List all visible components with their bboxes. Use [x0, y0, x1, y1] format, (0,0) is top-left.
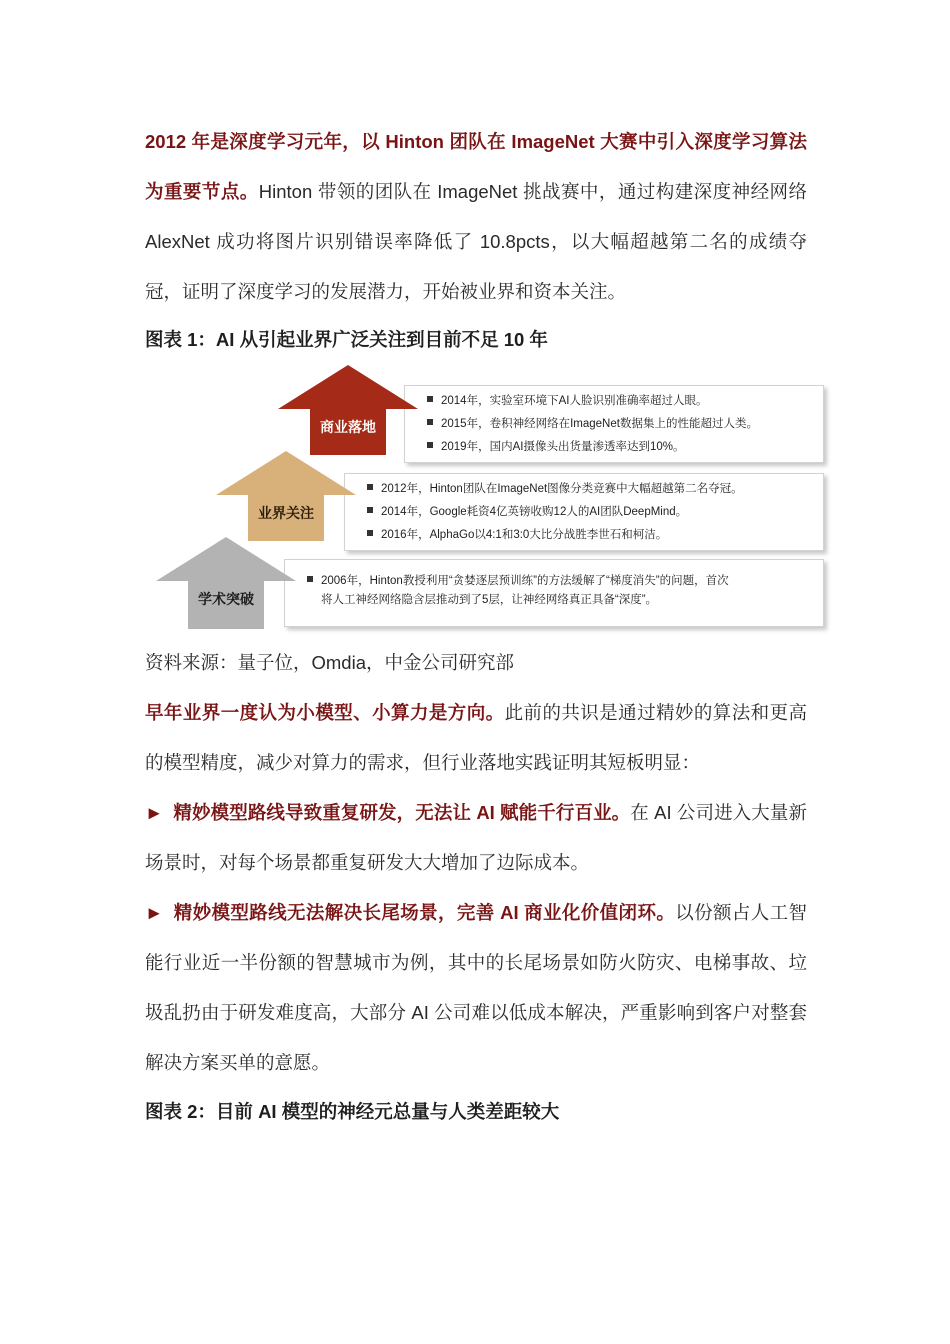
arrow-up-icon [278, 365, 418, 455]
arrow-up-icon [156, 537, 296, 629]
paragraph-highlight: 2012 年是深度学习元年，以 Hinton 团队在 ImageNet 大赛中引入深度学习算法为重要节点。 [145, 131, 807, 202]
stage-item: 将人工神经网络隐含层推动到了5层，让神经网络真正具备“深度”。 [321, 594, 658, 606]
stage-label-commercial: 商业落地 [320, 419, 376, 435]
paragraph-small-model [145, 688, 807, 788]
bullet-highlight: 精妙模型路线无法解决长尾场景，完善 AI 商业化价值闭环。 [173, 902, 676, 923]
stage-label-academic: 学术突破 [198, 591, 254, 607]
triangle-bullet-icon: ► [145, 902, 164, 923]
bullet-text: 在 AI 公司进入大量新场景时，对每个场景都重复研发大大增加了边际成本。 [145, 802, 807, 873]
paragraph-highlight: 早年业界一度认为小模型、小算力是方向。 [145, 702, 505, 723]
figure1-diagram [148, 365, 824, 633]
bullet-long-tail [145, 888, 807, 1088]
paragraph-deep-learning-year [145, 117, 807, 317]
stage-item: 2012年，Hinton团队在ImageNet图像分类竞赛中大幅超越第二名夺冠。 [367, 482, 743, 496]
figure2-title: 图表 2：目前 AI 模型的神经元总量与人类差距较大 [145, 1101, 560, 1122]
paragraph-text: 此前的共识是通过精妙的算法和更高的模型精度，减少对算力的需求，但行业落地实践证明其短板明显： [145, 702, 807, 773]
figure1-title: 图表 1：AI 从引起业界广泛关注到目前不足 10 年 [145, 329, 548, 350]
stage-item: 2019年，国内AI摄像头出货量渗透率达到10%。 [427, 440, 684, 454]
stage-item: 2014年，实验室环境下AI人脸识别准确率超过人眼。 [427, 394, 707, 408]
stage-item: 2015年，卷积神经网络在ImageNet数据集上的性能超过人类。 [427, 417, 758, 431]
bullet-highlight: 精妙模型路线导致重复研发，无法让 AI 赋能千行百业。 [173, 802, 631, 823]
stage-label-industry: 业界关注 [258, 505, 314, 521]
figure1-source: 资料来源：量子位，Omdia，中金公司研究部 [145, 652, 514, 673]
stage-item: 2014年，Google耗资4亿英镑收购12人的AI团队DeepMind。 [367, 505, 687, 519]
bullet-text: 以份额占人工智能行业近一半份额的智慧城市为例，其中的长尾场景如防火防灾、电梯事故、垃圾乱扔由于研发难度高，大部分 AI 公司难以低成本解决，严重影响到客户对整套解决方案买单的意愿。 [145, 902, 807, 1073]
bullet-repeat-dev [145, 788, 807, 888]
paragraph-text: Hinton 带领的团队在 ImageNet 挑战赛中，通过构建深度神经网络 AlexNet 成功将图片识别错误率降低了 10.8pcts，以大幅超越第二名的成绩夺冠，证明了深度学习的发展潜力，开始被业界和资本关注。 [145, 181, 807, 302]
stage-item: 2006年，Hinton教授利用“贪婪逐层预训练”的方法缓解了“梯度消失”的问题，首次 [307, 574, 729, 588]
stage-item: 2016年，AlphaGo以4:1和3:0大比分战胜李世石和柯洁。 [367, 528, 667, 542]
triangle-bullet-icon: ► [145, 802, 164, 823]
arrow-up-icon [216, 451, 356, 541]
